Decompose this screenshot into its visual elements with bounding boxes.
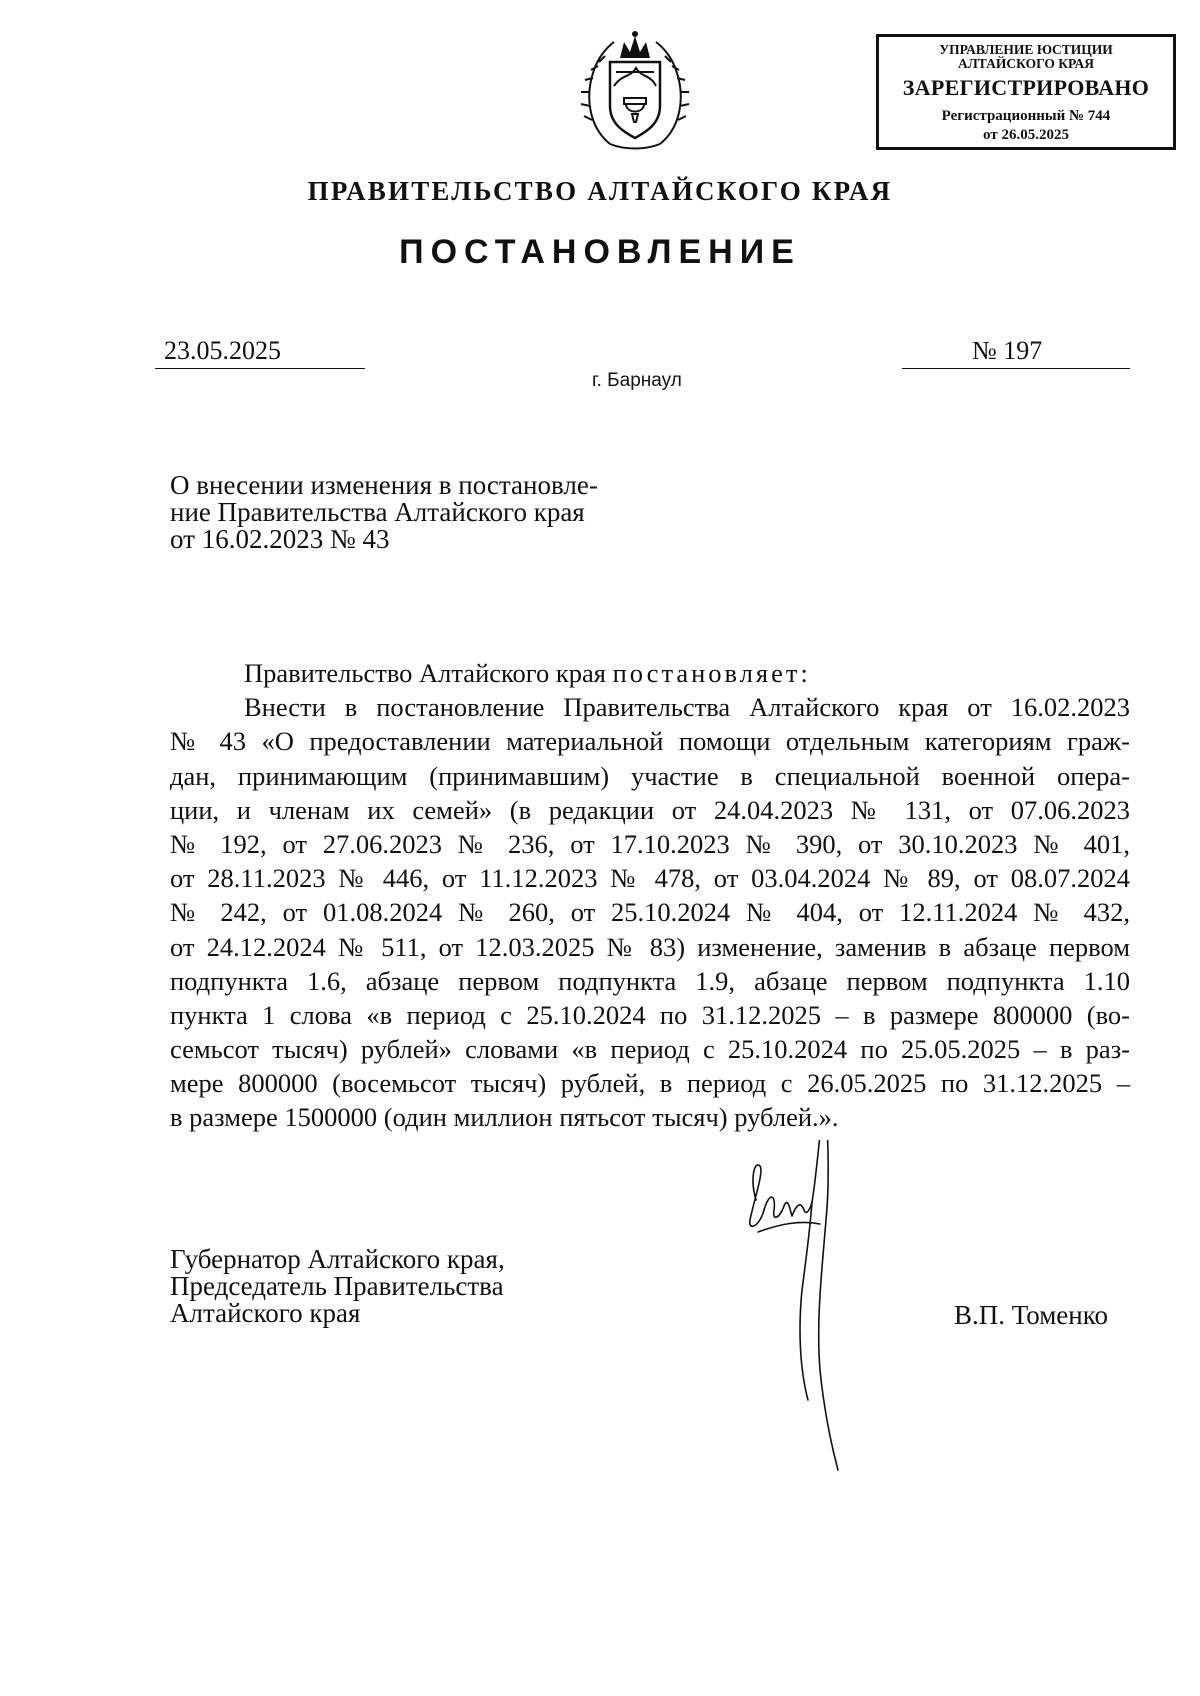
body-line: семьсот тысяч) рублей» словами «в период с 25.10.2024 по 25.05.2025 – в раз- <box>170 1034 1130 1065</box>
stamp-status: ЗАРЕГИСТРИРОВАНО <box>902 75 1150 100</box>
position-line: Председатель Правительства <box>170 1271 504 1301</box>
preamble-text: Правительство Алтайского края <box>244 658 613 688</box>
preamble <box>170 656 1130 690</box>
handwritten-signature <box>720 1140 890 1500</box>
stamp-reg-date: от 26.05.2025 <box>983 127 1069 143</box>
date-underline <box>155 368 365 369</box>
document-subject <box>170 472 598 553</box>
subject-line: от 16.02.2023 № 43 <box>170 524 390 554</box>
body-line: дан, принимающим (принимавшим) участие в специальной военной опера- <box>170 760 1130 791</box>
stamp-reg-number: Регистрационный № 744 <box>941 108 1111 124</box>
stamp-authority: УПРАВЛЕНИЕ ЮСТИЦИИ АЛТАЙСКОГО КРАЯ <box>939 42 1113 71</box>
coat-of-arms-emblem <box>580 28 690 154</box>
document-body <box>170 656 1130 1135</box>
position-line: Губернатор Алтайского края, <box>170 1244 505 1274</box>
position-line: Алтайского края <box>170 1298 361 1328</box>
body-line: от 24.12.2024 № 511, от 12.03.2025 № 83) изменение, заменив в абзаце первом <box>170 931 1130 962</box>
preamble-decision: постановляет: <box>612 658 811 688</box>
signatory-name: В.П. Томенко <box>954 1300 1108 1330</box>
government-title: ПРАВИТЕЛЬСТВО АЛТАЙСКОГО КРАЯ <box>307 176 893 206</box>
subject-line: ние Правительства Алтайского края <box>170 497 585 527</box>
registration-stamp <box>876 34 1176 150</box>
document-number: № 197 <box>972 336 1043 365</box>
body-line: пункта 1 слова «в период с 25.10.2024 по 31.12.2025 – в размере 800000 (во- <box>170 999 1130 1030</box>
body-line: мере 800000 (восемьсот тысяч) рублей, в период с 26.05.2025 по 31.12.2025 – <box>170 1068 1130 1099</box>
document-city: г. Барнаул <box>592 370 682 391</box>
subject-line: О внесении изменения в постановле- <box>170 470 598 500</box>
body-line: в размере 1500000 (один миллион пятьсот тысяч) рублей.». <box>170 1102 839 1133</box>
document-type-title: ПОСТАНОВЛЕНИЕ <box>399 233 801 271</box>
body-line: Внести в постановление Правительства Алтайского края от 16.02.2023 <box>244 692 1130 723</box>
body-line: подпункта 1.6, абзаце первом подпункта 1.9, абзаце первом подпункта 1.10 <box>170 965 1130 996</box>
signatory-position <box>170 1246 505 1327</box>
document-date: 23.05.2025 <box>164 336 281 365</box>
number-underline <box>902 368 1130 369</box>
body-line: ции, и членам их семей» (в редакции от 24.04.2023 № 131, от 07.06.2023 <box>170 794 1130 825</box>
body-line: № 43 «О предоставлении материальной помощи отдельным категориям граж- <box>170 726 1130 757</box>
body-line: от 28.11.2023 № 446, от 11.12.2023 № 478, от 03.04.2024 № 89, от 08.07.2024 <box>170 863 1130 894</box>
body-line: № 242, от 01.08.2024 № 260, от 25.10.2024 № 404, от 12.11.2024 № 432, <box>170 897 1130 928</box>
body-line: № 192, от 27.06.2023 № 236, от 17.10.2023 № 390, от 30.10.2023 № 401, <box>170 828 1130 859</box>
